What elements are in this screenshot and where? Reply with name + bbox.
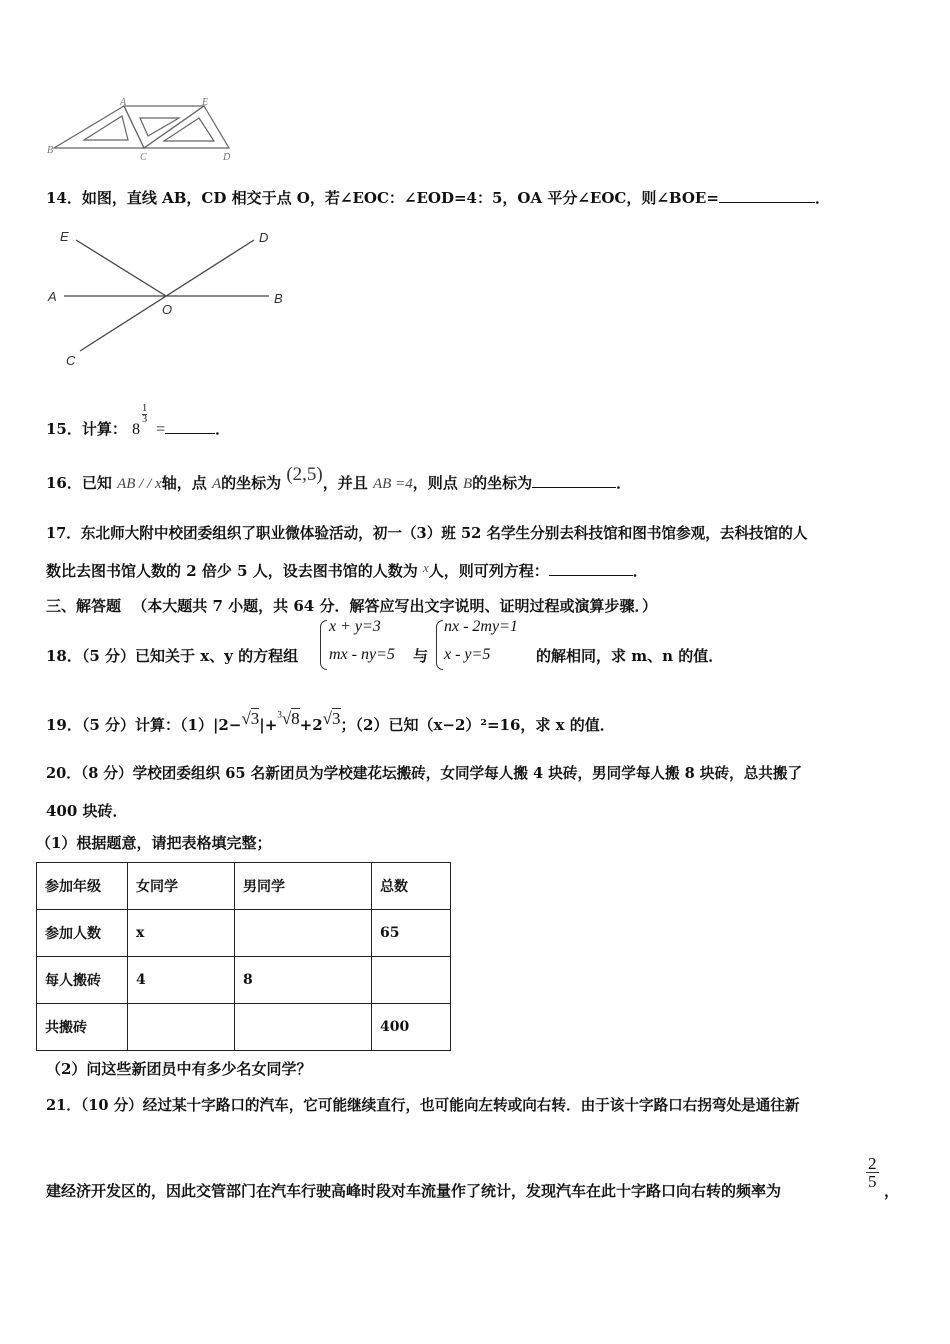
lines-figure [44,226,294,371]
table-cell: 65 [372,910,451,957]
system-1-eq-2: mx - ny=5 [329,646,395,663]
q16-text-4: ，并且 [322,474,368,492]
q15-end: ． [215,420,231,438]
section-3-title: 三、解答题 [46,597,122,615]
system-2-eq-2: x - y=5 [444,646,491,663]
fraction-numerator: 2 [868,1154,877,1173]
q14-end: ． [814,189,830,207]
question-20-sub-1: （1）根据题意，请把表格填完整； [36,834,272,852]
label-a: A [48,289,57,304]
table-cell: 参加人数 [37,910,128,957]
q17-text-a: 数比去图书馆人数的 2 倍少 5 人，设去图书馆的人数为 [46,562,418,580]
system-2-eq-1: nx - 2my=1 [444,618,518,635]
table-cell: 共搬砖 [37,1004,128,1051]
question-18-mid: 与 [413,647,429,665]
section-3-heading [46,595,657,616]
table-cell: x [128,910,235,957]
label-b: B [274,291,283,306]
fig-label-c: C [140,152,147,163]
q17-end: ． [632,562,648,580]
q16-point-b: B [462,476,473,492]
fig-label-d: D [223,152,231,163]
q17-variable-x: x [423,560,429,575]
table-cell [235,1004,372,1051]
fig-label-a: A [120,97,127,108]
header-cell-total: 总数 [372,863,451,910]
q16-coordinate: (2,5) [286,464,323,485]
triangles-figure [44,96,244,166]
q19-prefix: 19．（5 分）计算：（1）|2− [46,716,242,734]
header-cell-boys: 男同学 [235,863,372,910]
q15-exp-num: 1 [142,403,148,414]
table-cell: 8 [235,957,372,1004]
question-18-suffix: 的解相同，求 m、n 的值． [536,647,724,665]
label-d: D [259,230,269,245]
q16-answer-blank [532,473,616,488]
table-cell [235,910,372,957]
q16-end: ． [616,474,632,492]
question-15 [46,403,231,439]
question-21-line-1: 21．（10 分）经过某十字路口的汽车，它可能继续直行，也可能向左转或向右转．由于该十字路口右拐弯处是通往新 [46,1097,800,1114]
q16-ab-parallel: AB / / x [117,476,162,492]
question-14 [46,187,830,208]
header-cell-grade: 参加年级 [37,863,128,910]
label-c: C [66,353,76,368]
frequency-fraction [866,1156,879,1191]
q16-point-a: A [211,476,222,492]
q16-text-1: 16．已知 [46,474,112,492]
label-e: E [60,229,69,244]
label-o: O [162,302,173,317]
system-1-eq-1: x + y=3 [329,618,381,635]
question-20-line-1: 20．（8 分）学校团委组织 65 名新团员为学校建花坛搬砖，女同学每人搬 4 块砖，男同学每人搬 8 块砖，总共搬了 [46,765,803,782]
table-cell [372,957,451,1004]
q19-radicand-3b: 3 [332,709,341,728]
question-19 [46,709,615,735]
q16-text-6: 的坐标为 [472,474,533,492]
system-1-brace [320,620,327,670]
q15-exponent [142,404,147,425]
question-16 [46,464,632,494]
q15-prefix: 15．计算： [46,420,127,438]
question-18-prefix: 18．（5 分）已知关于 x、y 的方程组 [46,647,299,665]
fraction-denominator: 5 [868,1172,877,1191]
question-17-line-1: 17．东北师大附中校团委组织了职业微体验活动，初一（3）班 52 名学生分别去科技馆和图书馆参观，去科技馆的人 [46,525,808,542]
q19-cbrt-8: $^3$√8 [277,709,300,728]
table-cell [128,1004,235,1051]
q16-ab-length: AB =4 [373,476,413,492]
brick-table [36,862,451,1051]
q15-base: 8 [132,421,141,438]
q16-text-2: 轴，点 [161,474,207,492]
system-2-brace [436,620,443,670]
q19-cube-index: 3 [277,709,282,720]
q19-sqrt-3-a: √3 [241,709,260,728]
table-cell: 每人搬砖 [37,957,128,1004]
table-row [37,910,451,957]
header-cell-girls: 女同学 [128,863,235,910]
q17-text-b: 人，则可列方程： [428,562,549,580]
question-20-line-2: 400 块砖． [46,802,128,820]
q17-answer-blank [549,561,633,576]
fig-label-b: B [47,145,54,156]
table-header-row [37,863,451,910]
question-21-line-2 [46,1180,781,1201]
q19-text-3: +2 [299,716,323,734]
q15-power [132,403,148,438]
table-cell: 400 [372,1004,451,1051]
table-row [37,1004,451,1051]
fig-label-e: E [202,97,209,108]
question-17-line-2 [46,560,648,581]
q19-sqrt-3-b: √3 [322,709,341,728]
q19-text-4: ；（2）已知（x−2）²=16，求 x 的值． [340,716,615,734]
q21-end: ， [884,1182,900,1200]
q14-text: 14．如图，直线 AB，CD 相交于点 O，若∠EOC：∠EOD=4：5，OA 平分∠EOC，则∠BOE= [46,189,719,207]
q19-radicand-8: 8 [291,709,300,728]
q19-radicand-3a: 3 [250,709,260,728]
q15-equals: = [156,421,166,438]
q16-text-5: ，则点 [412,474,458,492]
q21-text: 建经济开发区的，因此交管部门在汽车行驶高峰时段对车流量作了统计，发现汽车在此十字路口向右转的频率为 [46,1182,782,1200]
table-cell: 4 [128,957,235,1004]
section-3-note: （本大题共 7 小题，共 64 分．解答应写出文字说明、证明过程或演算步骤．） [132,597,657,615]
question-20-sub-2: （2）问这些新团员中有多少名女同学？ [46,1060,312,1078]
q15-exp-den: 3 [142,414,148,425]
q19-text-2: |+ [259,716,278,734]
q16-text-3: 的坐标为 [221,474,282,492]
q14-answer-blank [719,188,815,203]
table-row [37,957,451,1004]
q15-answer-blank [165,419,215,434]
